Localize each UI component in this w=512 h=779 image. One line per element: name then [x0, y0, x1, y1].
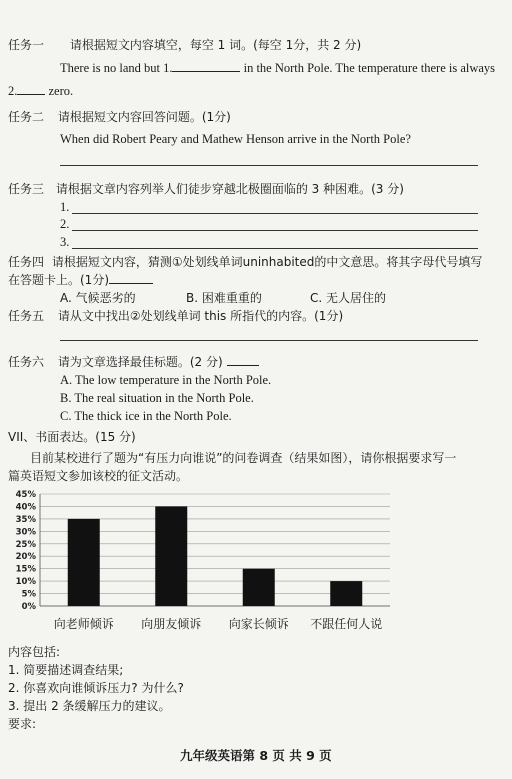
y-tick-label: 35%: [15, 514, 36, 525]
task3-line-1[interactable]: [72, 213, 478, 214]
y-tick-label: 30%: [15, 527, 36, 538]
content-point-1: 1. 简要描述调查结果;: [8, 663, 124, 677]
x-tick-label: 不跟任何人说: [310, 617, 383, 631]
task3-line-3[interactable]: [72, 248, 478, 249]
task1-sentence-d: zero.: [48, 84, 74, 98]
task2-answer-line[interactable]: [60, 165, 478, 166]
task4-label: 任务四: [8, 255, 45, 269]
y-tick-label: 25%: [15, 539, 36, 550]
task5-answer-line[interactable]: [60, 340, 478, 341]
y-tick-label: 0%: [21, 602, 36, 612]
task4-instruction: 请根据短文内容，猜测①处划线单词uninhabited的中文意思。将其字母代号填写: [51, 255, 483, 269]
y-tick-label: 15%: [15, 564, 36, 575]
task6-answer-blank[interactable]: [227, 355, 259, 366]
x-tick-label: 向家长倾诉: [228, 617, 289, 631]
task2-label: 任务二: [8, 110, 45, 124]
task6-label: 任务六: [8, 355, 45, 369]
page-footer: 九年级英语第 8 页 共 9 页: [180, 748, 332, 763]
task2-instruction: 请根据短文内容回答问题。(1分): [57, 110, 231, 124]
task1-sentence-b: in the North Pole. The temperature there is always: [243, 61, 496, 75]
task4-option-b: B. 困难重重的: [186, 291, 262, 305]
task6-option-b: B. The real situation in the North Pole.: [60, 391, 254, 405]
task6-option-a: A. The low temperature in the North Pole.: [60, 373, 272, 387]
content-point-3: 3. 提出 2 条缓解压力的建议。: [8, 699, 171, 713]
task6-instruction: 请为文章选择最佳标题。(2 分): [57, 355, 223, 369]
task3-label: 任务三: [8, 182, 45, 196]
content-heading: 内容包括:: [8, 645, 61, 659]
bar: [68, 519, 100, 606]
x-tick-label: 向老师倾诉: [53, 617, 114, 631]
task4-answer-blank[interactable]: [109, 273, 153, 284]
task5-label: 任务五: [8, 309, 45, 323]
task4-option-a: A. 气候恶劣的: [60, 291, 136, 305]
blank-1[interactable]: [172, 61, 240, 72]
task1-instruction: 请根据短文内容填空，每空 1 词。(每空 1分，共 2 分): [69, 38, 362, 52]
task1-label: 任务一: [8, 38, 45, 52]
y-tick-label: 5%: [21, 589, 36, 600]
task4-instruction-cont: 在答题卡上。(1分): [8, 273, 109, 287]
task3-line-2[interactable]: [72, 230, 478, 231]
task3-item-2: 2.: [60, 217, 70, 231]
y-tick-label: 40%: [15, 502, 36, 513]
blank-2[interactable]: [17, 84, 45, 95]
task3-item-3: 3.: [60, 235, 70, 249]
bar: [155, 506, 187, 606]
content-point-2: 2. 你喜欢向谁倾诉压力? 为什么?: [8, 681, 184, 695]
survey-bar-chart: [6, 488, 396, 638]
y-tick-label: 10%: [15, 577, 36, 588]
task6-option-c: C. The thick ice in the North Pole.: [60, 409, 232, 423]
task4-option-c: C. 无人居住的: [310, 291, 387, 305]
requirements-heading: 要求:: [8, 717, 37, 731]
y-tick-label: 45%: [15, 490, 36, 500]
task1-sentence-a: There is no land but 1.: [60, 61, 173, 75]
section7-intro-line2: 篇英语短文参加该校的征文活动。: [8, 469, 189, 483]
section7-heading: VII、书面表达。(15 分): [8, 430, 136, 444]
task3-instruction: 请根据文章内容列举人们徒步穿越北极圈面临的 3 种困难。(3 分): [55, 182, 404, 196]
section7-intro-line1: 目前某校进行了题为“有压力向谁说”的问卷调查（结果如图），请你根据要求写一: [30, 451, 457, 465]
bar: [330, 581, 362, 606]
y-tick-label: 20%: [15, 552, 36, 563]
bar: [243, 569, 275, 606]
task3-item-1: 1.: [60, 200, 70, 214]
task2-question: When did Robert Peary and Mathew Henson arrive in the North Pole?: [60, 132, 411, 146]
task1-sentence-c: 2.: [8, 84, 18, 98]
x-tick-label: 向朋友倾诉: [141, 617, 202, 631]
task5-instruction: 请从文中找出②处划线单词 this 所指代的内容。(1分): [57, 309, 344, 323]
